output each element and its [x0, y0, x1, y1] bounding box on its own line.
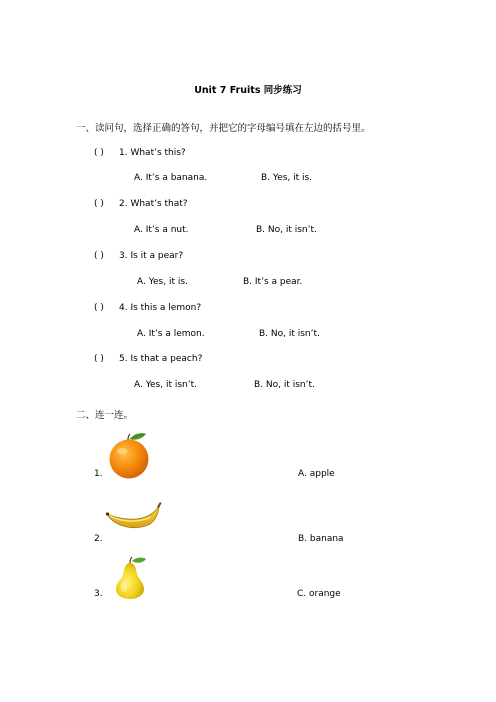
question-3: 3. Is it a pear? — [119, 251, 184, 261]
match-number-3: 3. — [94, 589, 103, 599]
match-number-2: 2. — [94, 534, 103, 544]
question-3-option-b: B. It’s a pear. — [243, 277, 303, 287]
orange-image[interactable] — [106, 431, 152, 481]
question-4: 4. Is this a lemon? — [119, 303, 202, 313]
match-word-c[interactable]: C. orange — [297, 589, 341, 599]
question-5-option-b: B. No, it isn’t. — [254, 380, 315, 390]
section-1-heading: 一、读问句，选择正确的答句，并把它的字母编号填在左边的括号里。 — [76, 123, 371, 134]
question-1-option-b: B. Yes, it is. — [261, 173, 313, 183]
question-1: 1. What’s this? — [119, 148, 186, 158]
answer-bracket-1[interactable]: ( ) — [94, 148, 104, 158]
match-word-b[interactable]: B. banana — [298, 534, 344, 544]
pear-image[interactable] — [113, 556, 151, 600]
question-5: 5. Is that a peach? — [119, 354, 203, 364]
match-word-a[interactable]: A. apple — [298, 469, 335, 479]
banana-image[interactable] — [104, 500, 162, 534]
answer-bracket-4[interactable]: ( ) — [94, 303, 104, 313]
answer-bracket-3[interactable]: ( ) — [94, 251, 104, 261]
page-title: Unit 7 Fruits 同步练习 — [194, 85, 302, 96]
match-number-1: 1. — [94, 469, 103, 479]
question-3-option-a: A. Yes, it is. — [137, 277, 188, 287]
question-1-option-a: A. It’s a banana. — [134, 173, 208, 183]
section-2-heading: 二、连一连。 — [76, 410, 134, 421]
question-2: 2. What’s that? — [119, 199, 188, 209]
question-2-option-a: A. It’s a nut. — [134, 225, 189, 235]
question-5-option-a: A. Yes, it isn’t. — [134, 380, 198, 390]
question-2-option-b: B. No, it isn’t. — [256, 225, 317, 235]
question-4-option-a: A. It’s a lemon. — [137, 329, 205, 339]
question-4-option-b: B. No, it isn’t. — [259, 329, 320, 339]
answer-bracket-2[interactable]: ( ) — [94, 199, 104, 209]
answer-bracket-5[interactable]: ( ) — [94, 354, 104, 364]
